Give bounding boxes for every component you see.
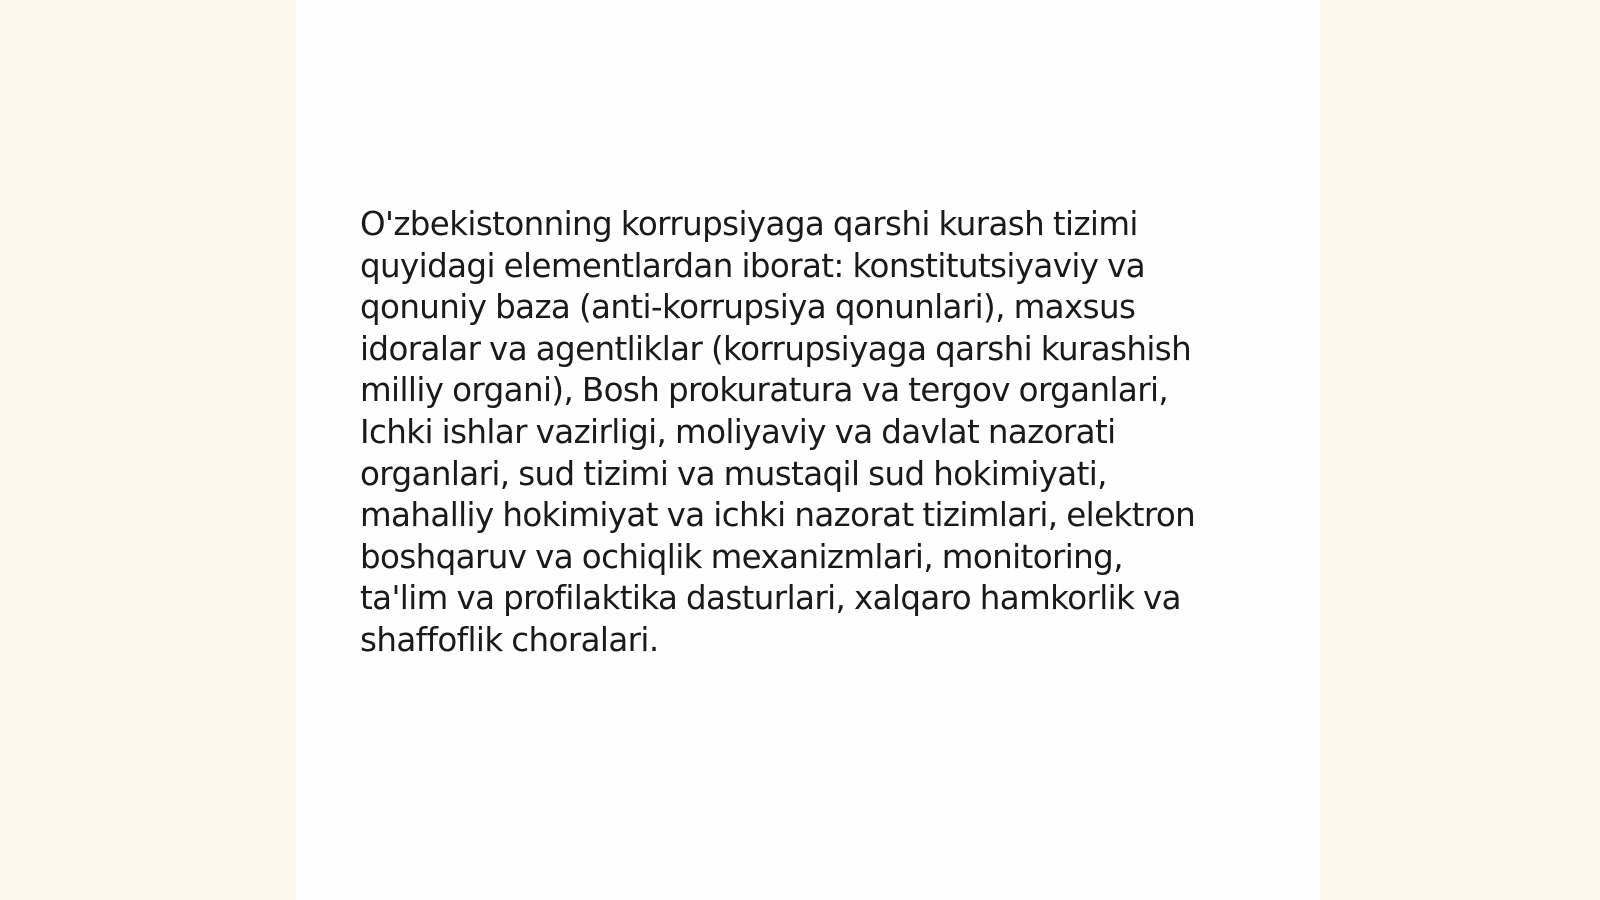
body-line: ta'lim va profilaktika dasturlari, xalqaro hamkorlik va — [360, 579, 1181, 618]
body-line: milliy organi), Bosh prokuratura va tergov organlari, — [360, 371, 1169, 410]
slide-body-text — [360, 204, 1240, 662]
body-line: quyidagi elementlardan iborat: konstitutsiyaviy va — [360, 246, 1146, 285]
slide — [296, 0, 1320, 900]
body-line: shaffoflik choralari. — [360, 620, 659, 659]
body-line: mahalliy hokimiyat va ichki nazorat tizimlari, elektron — [360, 496, 1196, 535]
body-line: idoralar va agentliklar (korrupsiyaga qarshi kurashish — [360, 329, 1192, 368]
body-line: Ichki ishlar vazirligi, moliyaviy va davlat nazorati — [360, 412, 1116, 451]
body-line: boshqaruv va ochiqlik mexanizmlari, monitoring, — [360, 537, 1123, 576]
body-line: O'zbekistonning korrupsiyaga qarshi kurash tizimi — [360, 205, 1138, 243]
body-line: organlari, sud tizimi va mustaqil sud hokimiyati, — [360, 454, 1107, 493]
body-line: qonuniy baza (anti-korrupsiya qonunlari), maxsus — [360, 288, 1136, 327]
